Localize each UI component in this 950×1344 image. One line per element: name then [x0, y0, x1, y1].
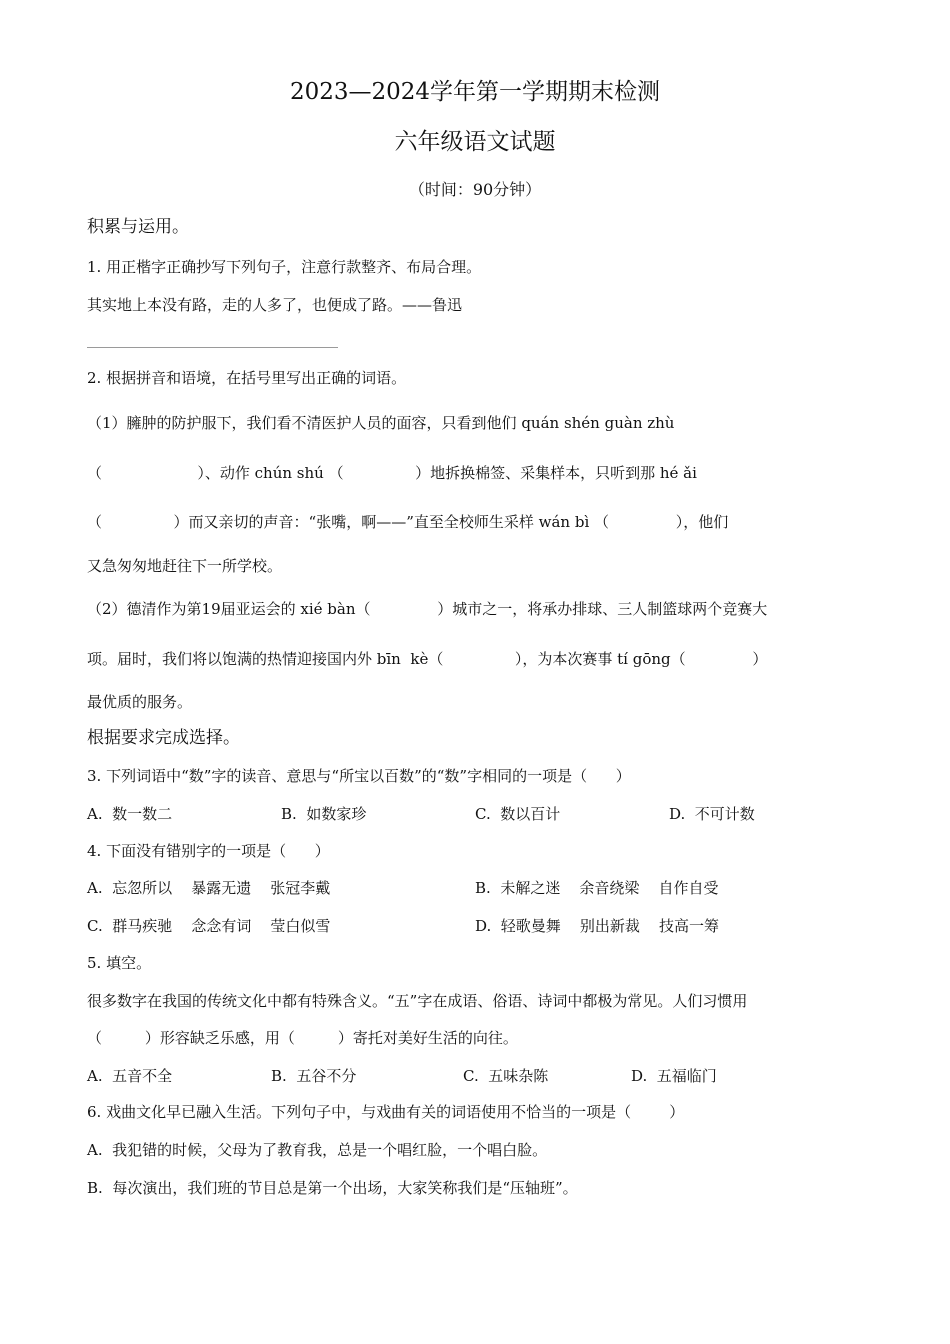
question-5-line: （ ）形容缺乏乐感，用（ ）寄托对美好生活的向往。	[87, 1029, 518, 1047]
question-2-line: 最优质的服务。	[87, 693, 193, 711]
answer-line[interactable]	[87, 347, 338, 348]
question-3-option-a[interactable]: A. 数一数二	[87, 805, 173, 823]
section-heading-choice: 根据要求完成选择。	[87, 728, 240, 748]
question-1-quote: 其实地上本没有路，走的人多了，也便成了路。——鲁迅	[87, 296, 463, 314]
section-heading-accumulation: 积累与运用。	[87, 217, 189, 237]
question-5-option-b[interactable]: B. 五谷不分	[271, 1067, 357, 1085]
question-4-option-d[interactable]: D. 轻歌曼舞 别出新裁 技高一筹	[475, 917, 719, 935]
question-2-line: （ ）而又亲切的声音：“张嘴，啊——”直至全校师生采样 wán bì （ ），他们	[87, 513, 729, 531]
question-6-option-a[interactable]: A. 我犯错的时候，父母为了教育我，总是一个唱红脸，一个唱白脸。	[87, 1141, 548, 1159]
question-3-option-c[interactable]: C. 数以百计	[475, 805, 561, 823]
exam-time: （时间：90分钟）	[408, 180, 542, 199]
question-5-stem: 5. 填空。	[87, 954, 152, 972]
question-4-option-c[interactable]: C. 群马疾驰 念念有词 莹白似雪	[87, 917, 331, 935]
question-4-stem: 4. 下面没有错别字的一项是（ ）	[87, 842, 330, 860]
question-5-line: 很多数字在我国的传统文化中都有特殊含义。“五”字在成语、俗语、诗词中都极为常见。人们习惯用	[87, 992, 748, 1010]
question-2-line: （2）德清作为第19届亚运会的 xié bàn（ ）城市之一，将承办排球、三人制篮球两个竞赛大	[87, 600, 768, 618]
question-3-option-b[interactable]: B. 如数家珍	[281, 805, 367, 823]
question-3-stem: 3. 下列词语中“数”字的读音、意思与“所宝以百数”的“数”字相同的一项是（ ）	[87, 767, 631, 785]
question-2-line: 项。届时，我们将以饱满的热情迎接国内外 bīn kè（ ），为本次赛事 tí gōng（ ）	[87, 650, 768, 668]
question-5-option-d[interactable]: D. 五福临门	[631, 1067, 717, 1085]
question-6-stem: 6. 戏曲文化早已融入生活。下列句子中，与戏曲有关的词语使用不恰当的一项是（ ）	[87, 1103, 685, 1121]
question-5-option-a[interactable]: A. 五音不全	[87, 1067, 173, 1085]
question-6-option-b[interactable]: B. 每次演出，我们班的节目总是第一个出场，大家笑称我们是“压轴班”。	[87, 1179, 578, 1197]
question-5-option-c[interactable]: C. 五味杂陈	[463, 1067, 549, 1085]
exam-subtitle: 六年级语文试题	[394, 129, 556, 155]
exam-title: 2023—2024学年第一学期期末检测	[289, 79, 661, 105]
question-4-option-b[interactable]: B. 未解之迷 余音绕梁 自作自受	[475, 879, 719, 897]
question-2-line: （1）臃肿的防护服下，我们看不清医护人员的面容，只看到他们 quán shén guàn zhù	[87, 414, 675, 432]
question-2-line: （ ）、动作 chún shú （ ）地拆换棉签、采集样本，只听到那 hé ǎi	[87, 464, 697, 482]
question-2-stem: 2. 根据拼音和语境，在括号里写出正确的词语。	[87, 369, 407, 387]
question-3-option-d[interactable]: D. 不可计数	[669, 805, 755, 823]
question-1-stem: 1. 用正楷字正确抄写下列句子，注意行款整齐、布局合理。	[87, 258, 482, 276]
question-4-option-a[interactable]: A. 忘忽所以 暴露无遗 张冠李戴	[87, 879, 331, 897]
question-2-line: 又急匆匆地赶往下一所学校。	[87, 557, 283, 575]
